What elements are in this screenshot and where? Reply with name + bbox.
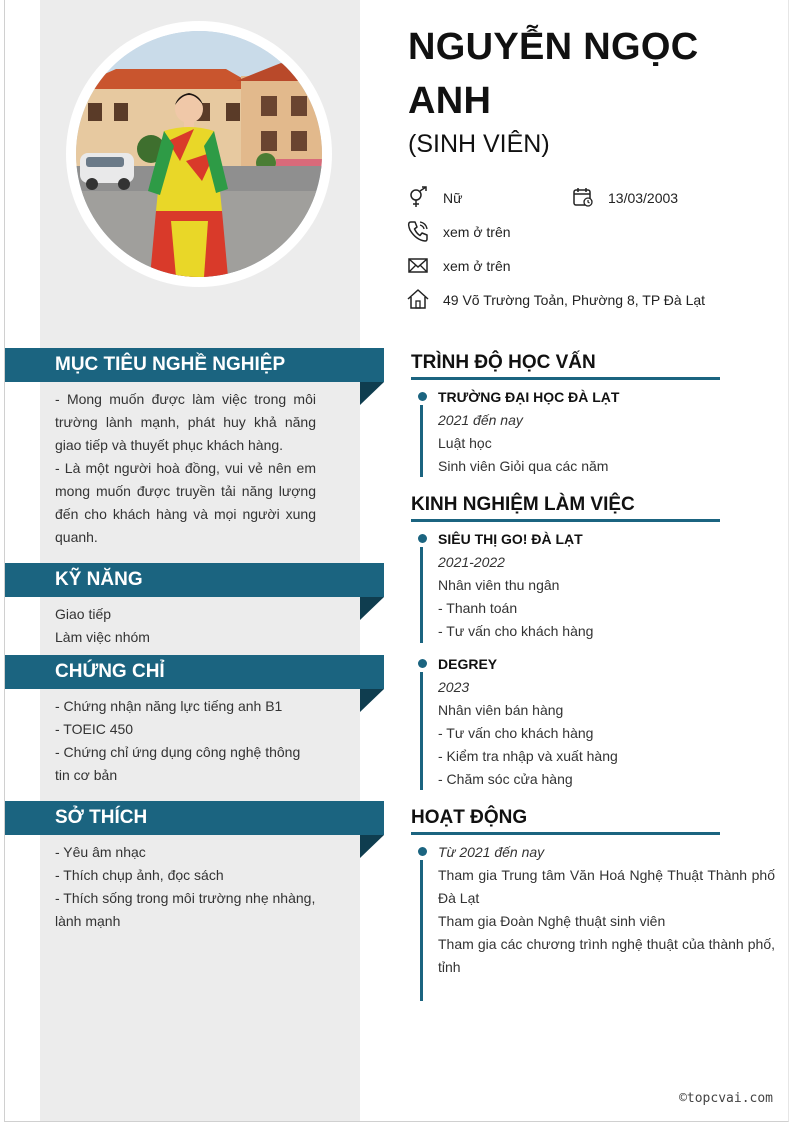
objective-header-fold xyxy=(360,382,384,405)
skills-header-fold xyxy=(360,597,384,620)
name-line-1: NGUYỄN NGỌC xyxy=(408,26,699,68)
education-period: 2021 đến nay xyxy=(438,412,523,428)
objective-line: - Mong muốn được làm việc trong môi trường lành mạnh, phát huy khả năng giao tiếp và thuyết phục khách hàng. xyxy=(55,391,316,453)
avatar xyxy=(76,31,322,277)
certificate-item: - Chứng chỉ ứng dụng công nghệ thông tin cơ bản xyxy=(55,744,301,783)
hobbies-header-fold xyxy=(360,835,384,858)
avatar-photo xyxy=(76,31,322,277)
job-line: - Tư vấn cho khách hàng xyxy=(438,623,594,639)
timeline-line xyxy=(420,672,423,790)
hobbies-header: SỞ THÍCH xyxy=(5,801,384,835)
job-company: SIÊU THỊ GO! ĐÀ LẠT xyxy=(438,531,583,547)
avatar-frame xyxy=(66,21,332,287)
timeline-line xyxy=(420,405,423,477)
education-major: Luật học xyxy=(438,435,492,451)
timeline-line xyxy=(420,547,423,643)
watermark: ©topcvai.com xyxy=(679,1091,773,1106)
timeline-line xyxy=(420,860,423,1001)
skill-item: Giao tiếp xyxy=(55,606,112,622)
birthdate-value: 13/03/2003 xyxy=(608,190,679,206)
timeline-dot xyxy=(418,534,427,543)
certificates-header-fold xyxy=(360,689,384,712)
job-line: Nhân viên thu ngân xyxy=(438,577,560,593)
envelope-icon xyxy=(407,255,429,277)
name-line-2: ANH xyxy=(408,80,492,122)
activity-line: Tham gia Đoàn Nghệ thuật sinh viên xyxy=(438,913,666,929)
education-school: TRƯỜNG ĐẠI HỌC ĐÀ LẠT xyxy=(438,389,620,405)
job-line: - Tư vấn cho khách hàng xyxy=(438,725,594,741)
timeline-dot xyxy=(418,847,427,856)
experience-header: KINH NGHIỆM LÀM VIỆC xyxy=(411,491,720,522)
job-company: DEGREY xyxy=(438,656,498,672)
activity-line: Tham gia các chương trình nghệ thuật của thành phố, tỉnh xyxy=(438,936,775,975)
objective-header: MỤC TIÊU NGHỀ NGHIỆP xyxy=(5,348,384,382)
certificates-header: CHỨNG CHỈ xyxy=(5,655,384,689)
hobby-item: - Thích chụp ảnh, đọc sách xyxy=(55,867,224,883)
job-period: 2023 xyxy=(438,679,470,695)
certificates-list xyxy=(55,695,316,787)
skills-header: KỸ NĂNG xyxy=(5,563,384,597)
hobby-item: - Yêu âm nhạc xyxy=(55,844,146,860)
job-line: - Thanh toán xyxy=(438,600,518,616)
job-line: - Chăm sóc cửa hàng xyxy=(438,771,573,787)
phone-value: xem ở trên xyxy=(443,224,511,240)
activities-period: Từ 2021 đến nay xyxy=(438,844,545,860)
objective-text xyxy=(55,388,316,549)
job-period: 2021-2022 xyxy=(438,554,505,570)
address-value: 49 Võ Trường Toản, Phường 8, TP Đà Lạt xyxy=(443,292,706,308)
job-line: - Kiểm tra nhập và xuất hàng xyxy=(438,748,618,764)
skill-item: Làm việc nhóm xyxy=(55,629,150,645)
phone-icon xyxy=(407,220,429,242)
activities-header: HOẠT ĐỘNG xyxy=(411,804,720,835)
activity-line: Tham gia Trung tâm Văn Hoá Nghệ Thuật Thành phố Đà Lạt xyxy=(438,867,775,906)
certificate-item: - TOEIC 450 xyxy=(55,721,134,737)
education-header: TRÌNH ĐỘ HỌC VẤN xyxy=(411,349,720,380)
candidate-role: (SINH VIÊN) xyxy=(408,130,550,158)
home-icon xyxy=(407,288,429,310)
hobby-item: - Thích sống trong môi trường nhẹ nhàng, lành mạnh xyxy=(55,890,316,929)
gender-icon xyxy=(407,186,429,208)
calendar-icon xyxy=(572,186,594,208)
certificate-item: - Chứng nhận năng lực tiếng anh B1 xyxy=(55,698,283,714)
skills-list xyxy=(55,603,316,649)
hobbies-list xyxy=(55,841,316,933)
job-line: Nhân viên bán hàng xyxy=(438,702,564,718)
education-note: Sinh viên Giỏi qua các năm xyxy=(438,458,609,474)
timeline-dot xyxy=(418,392,427,401)
gender-value: Nữ xyxy=(443,190,463,206)
candidate-name xyxy=(408,20,698,128)
timeline-dot xyxy=(418,659,427,668)
email-value: xem ở trên xyxy=(443,258,511,274)
objective-line: - Là một người hoà đồng, vui vẻ nên em mong muốn được truyền tải năng lượng đến cho khách hàng và mọi người xung quanh. xyxy=(55,460,316,545)
